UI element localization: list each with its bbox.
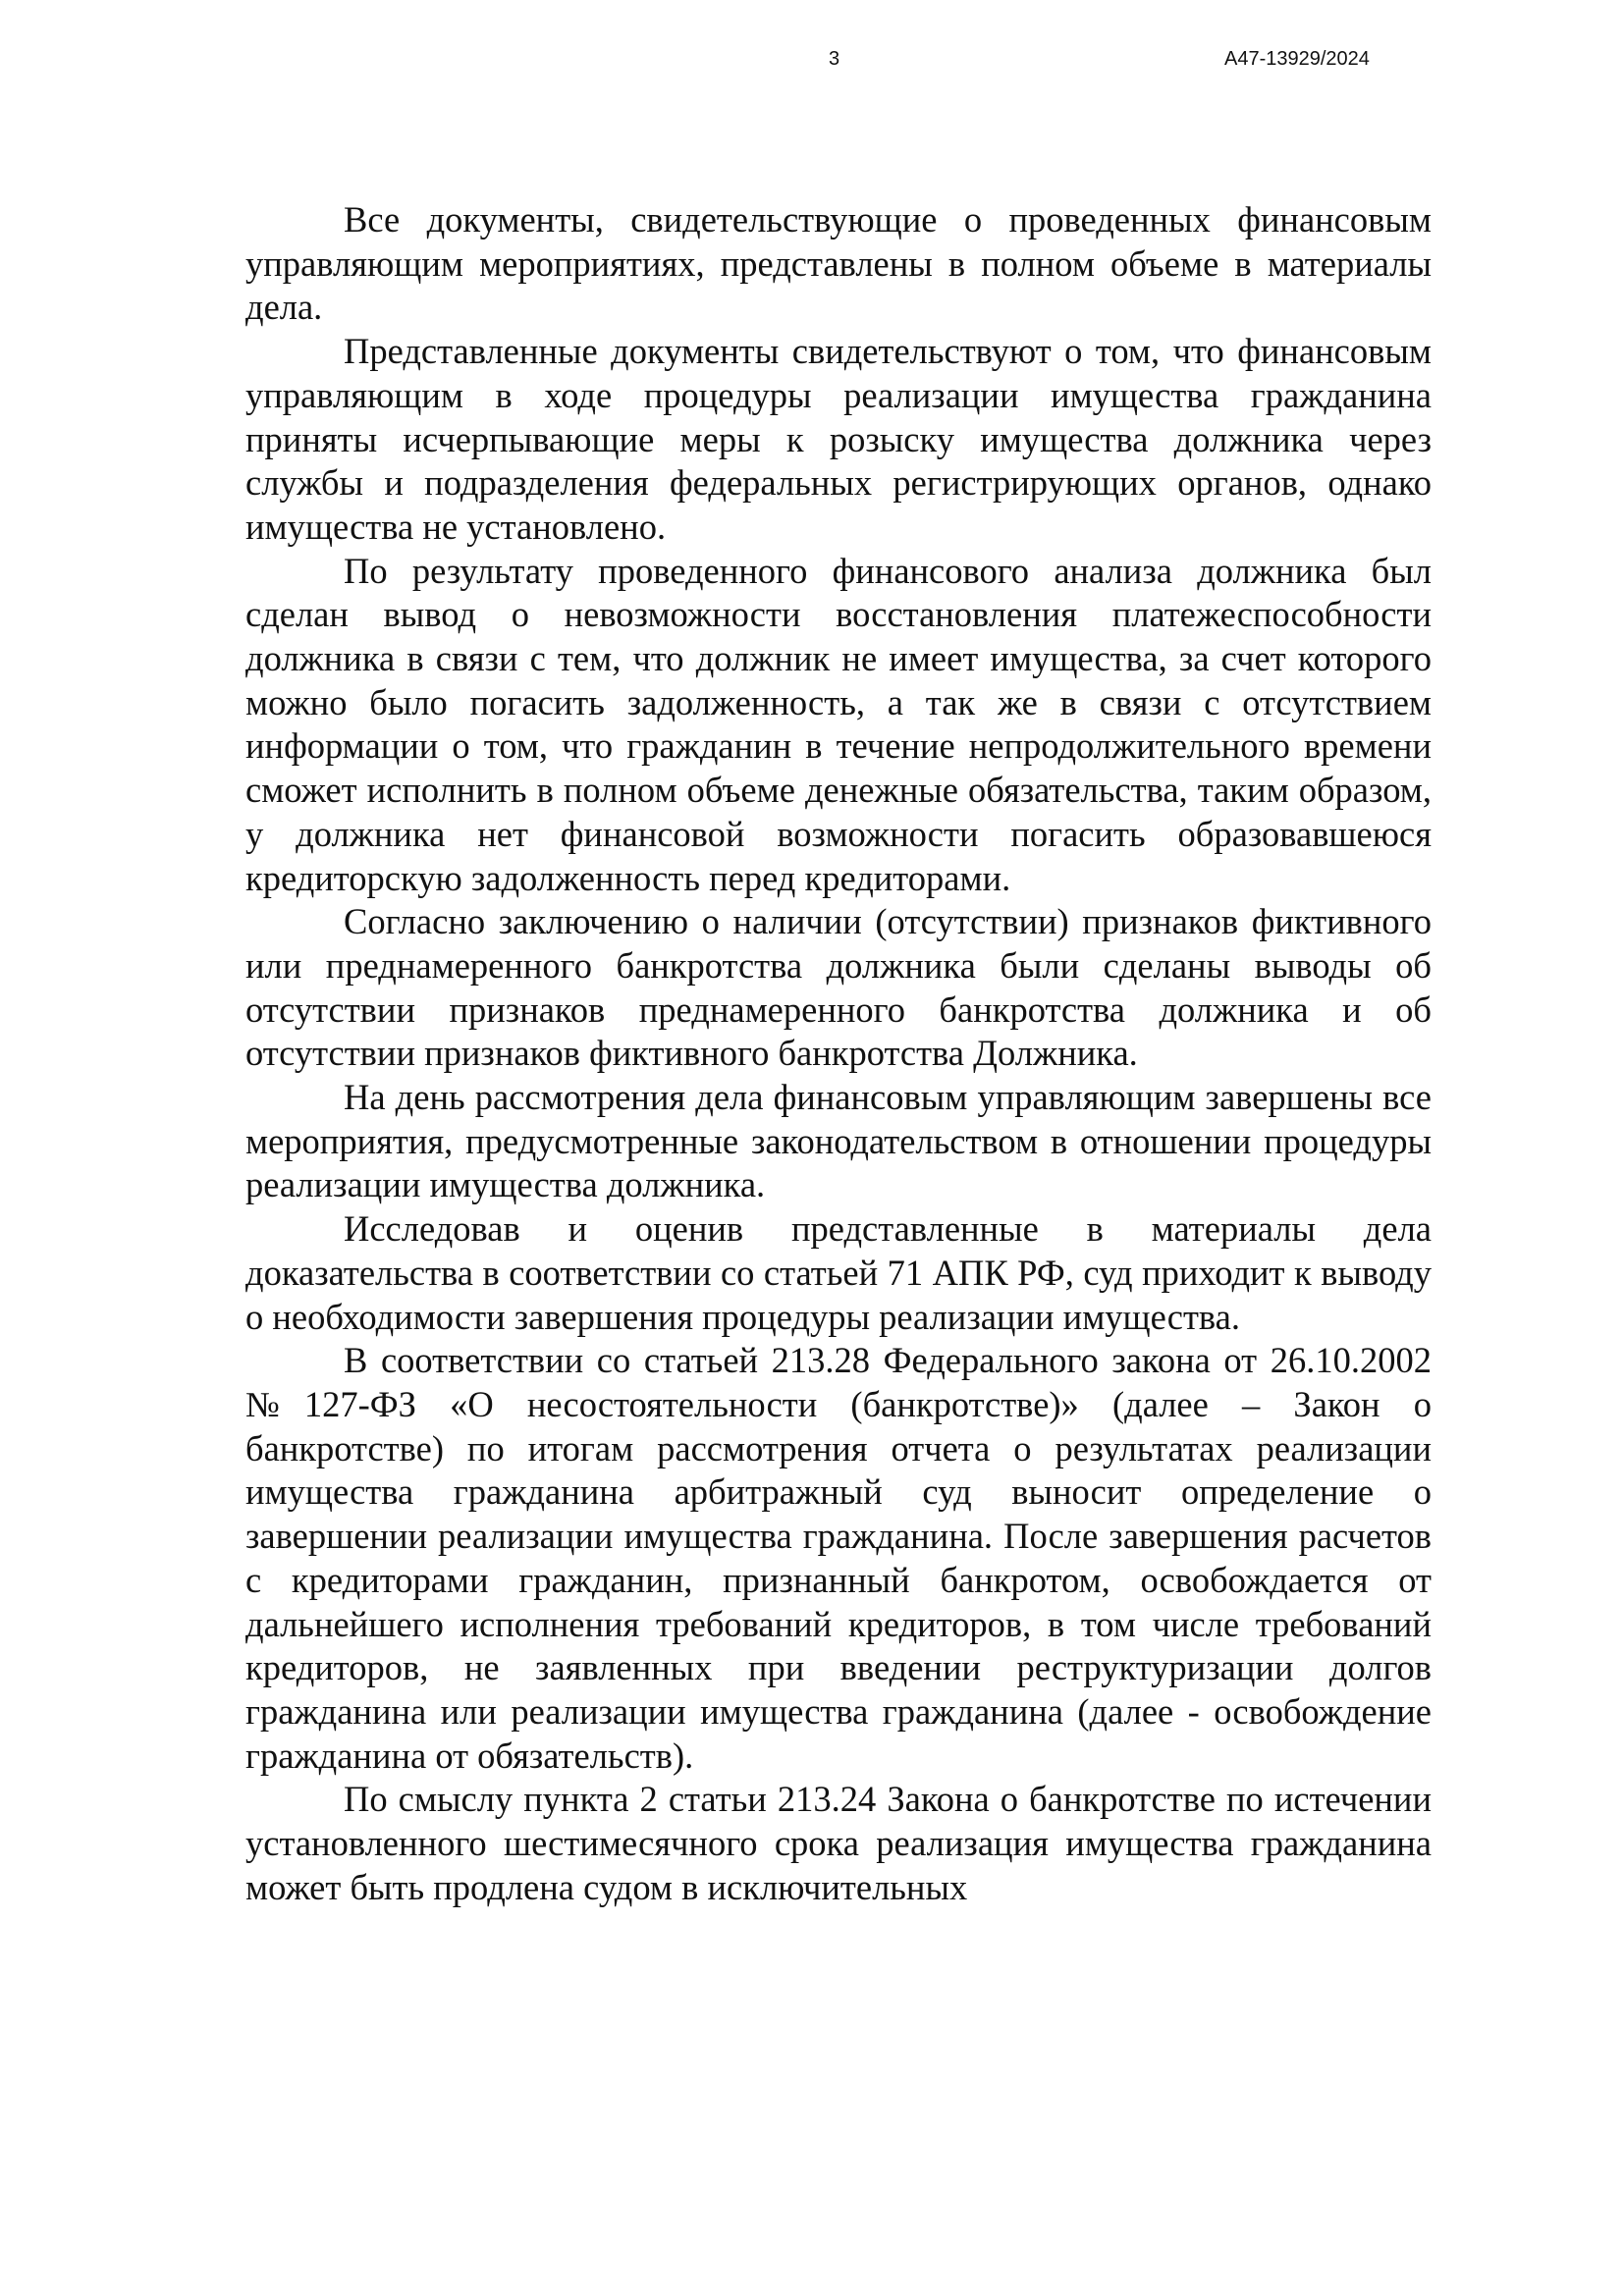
paragraph-measures-completed: На день рассмотрения дела финансовым управляющим завершены все мероприятия, предусмотренные законодательством в отношении процедуры реализации имущества должника. <box>245 1077 1432 1205</box>
paragraph-financial-analysis: По результату проведенного финансового анализа должника был сделан вывод о невозможности восстановления платежеспособности должника в связи с тем, что должник не имеет имущества, за счет которого можно было погасить задолженность, а так же в связи с отсутствием информации о том, что гражданин в течение непродолжительного времени сможет исполнить в полном объеме денежные обязательства, таким образом, у должника нет финансовой возможности погасить образовавшеюся кредиторскую задолженность перед кредиторами. <box>245 550 1432 898</box>
document-body <box>245 198 1432 1909</box>
page-number: 3 <box>829 48 840 70</box>
paragraph-law-article-213-24: По смыслу пункта 2 статьи 213.24 Закона о банкротстве по истечении установленного шестимесячного срока реализация имущества гражданина может быть продлена судом в исключительных <box>245 1779 1432 1907</box>
case-number: А47-13929/2024 <box>1224 48 1370 70</box>
paragraph-court-conclusion: Исследовав и оценив представленные в материалы дела доказательства в соответствии со статьей 71 АПК РФ, суд приходит к выводу о необходимости завершения процедуры реализации имущества. <box>245 1208 1432 1337</box>
paragraph-property-search: Представленные документы свидетельствуют о том, что финансовым управляющим в ходе процедуры реализации имущества гражданина приняты исчерпывающие меры к розыску имущества должника через службы и подразделения федеральных регистрирующих органов, однако имущества не установлено. <box>245 331 1432 547</box>
paragraph-bankruptcy-signs: Согласно заключению о наличии (отсутствии) признаков фиктивного или преднамеренного банкротства должника были сделаны выводы об отсутствии признаков преднамеренного банкротства должника и об отсутствии признаков фиктивного банкротства Должника. <box>245 901 1432 1074</box>
paragraph-documents-submitted: Все документы, свидетельствующие о проведенных финансовым управляющим мероприятиях, представлены в полном объеме в материалы дела. <box>245 199 1432 328</box>
paragraph-law-article-213-28: В соответствии со статьей 213.28 Федерального закона от 26.10.2002 №127-ФЗ «О несостоятельности (банкротстве)» (далее – Закон о банкротстве) по итогам рассмотрения отчета о результатах реализации имущества гражданина арбитражный суд выносит определение о завершении реализации имущества гражданина. После завершения расчетов с кредиторами гражданин, признанный банкротом, освобождается от дальнейшего исполнения требований кредиторов, в том числе требований кредиторов, не заявленных при введении реструктуризации долгов гражданина или реализации имущества гражданина (далее - освобождение гражданина от обязательств). <box>245 1340 1432 1776</box>
